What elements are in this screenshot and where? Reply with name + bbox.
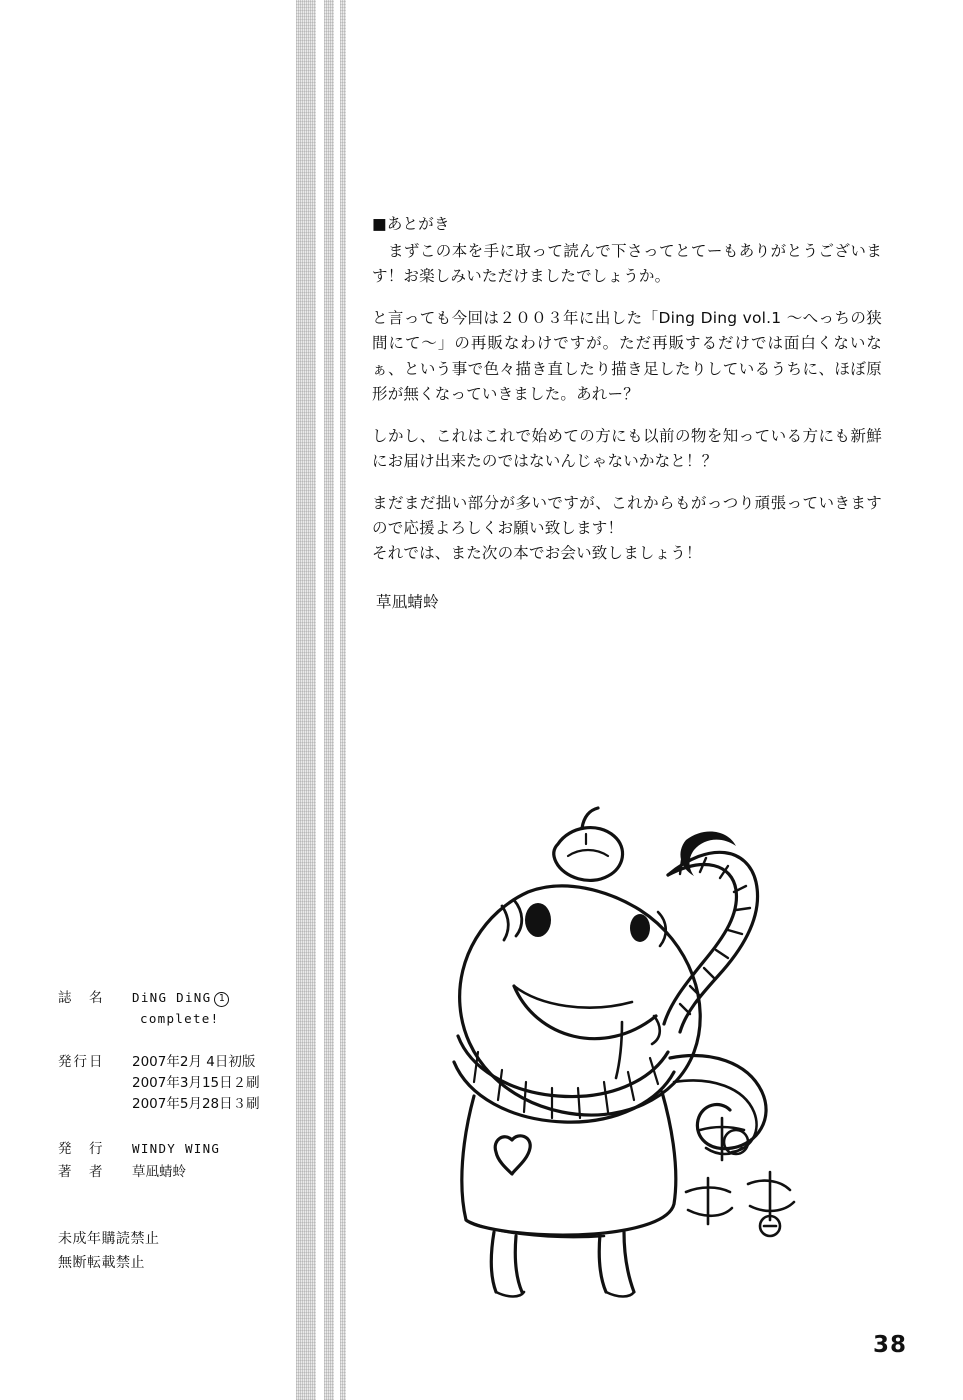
colophon-row-author <box>58 1162 338 1183</box>
colophon-spacer-1 <box>58 1030 338 1052</box>
colophon-date-values <box>132 1052 338 1115</box>
mascot-illustration <box>418 800 858 1300</box>
notices-block <box>58 1228 160 1276</box>
colophon-block <box>58 988 338 1185</box>
afterword-section <box>372 212 882 615</box>
scan-grain-stripe-left <box>296 0 316 1400</box>
afterword-heading: ■あとがき <box>372 215 450 233</box>
colophon-author-label: 著 者 <box>58 1163 105 1180</box>
colophon-spacer-2 <box>58 1117 338 1139</box>
colophon-date-1: 2007年2月 4日初版 <box>132 1054 256 1071</box>
colophon-date-3: 2007年5月28日３刷 <box>132 1096 260 1113</box>
page-number: 38 <box>872 1332 907 1358</box>
notice-reproduction: 無断転載禁止 <box>58 1254 145 1271</box>
colophon-publisher-label: 発 行 <box>58 1141 105 1158</box>
scan-grain-stripe-right <box>340 0 346 1400</box>
colophon-date-label: 発行日 <box>58 1054 105 1071</box>
colophon-author-value: 草凪蜻蛉 <box>132 1163 186 1180</box>
afterword-paragraph-4-line-2: それでは、また次の本でお会い致しましょう！ <box>372 544 702 563</box>
afterword-paragraph-3: しかし、これはこれで始めての方にも以前の物を知っている方にも新鮮にお届け出来たのではないんじゃないかなと！？ <box>372 426 882 470</box>
colophon-title-value: DiNG DiNG <box>132 990 212 1005</box>
afterword-paragraph-2: と言っても今回は２００３年に出した「Ding Ding vol.1 〜へっちの狭間にて〜」の再販なわけですが。ただ再販するだけでは面白くないなぁ、という事で色々描き直したり描き足したりしているうちに、ほぼ原形が無くなっていきました。あれー？ <box>372 309 882 403</box>
colophon-title-label: 誌 名 <box>58 990 105 1006</box>
illustration-signature <box>686 1118 794 1236</box>
notice-minors: 未成年購読禁止 <box>58 1231 160 1247</box>
colophon-publisher-value: WINDY WING <box>132 1141 221 1157</box>
volume-number-badge: 1 <box>214 992 229 1007</box>
colophon-date-2: 2007年3月15日２刷 <box>132 1075 260 1092</box>
colophon-title-sub: complete! <box>140 1010 220 1026</box>
afterword-paragraph-1: まずこの本を手に取って読んで下さってとてーもありがとうございます！お楽しみいただけましたでしょうか。 <box>372 242 882 286</box>
afterword-paragraph-4 <box>372 491 882 566</box>
afterword-paragraph-4-line-1: まだまだ拙い部分が多いですが、これからもがっつり頑張っていきますので応援よろしくお願い致します！ <box>372 493 882 538</box>
afterword-signature: 草凪蜻蛉 <box>376 593 439 612</box>
colophon-row-dates <box>58 1052 338 1115</box>
colophon-title-values <box>132 988 338 1028</box>
colophon-title-value-line <box>132 988 338 1009</box>
colophon-row-publisher <box>58 1139 338 1160</box>
colophon-row-title <box>58 988 338 1028</box>
scan-grain-stripe-middle <box>324 0 334 1400</box>
